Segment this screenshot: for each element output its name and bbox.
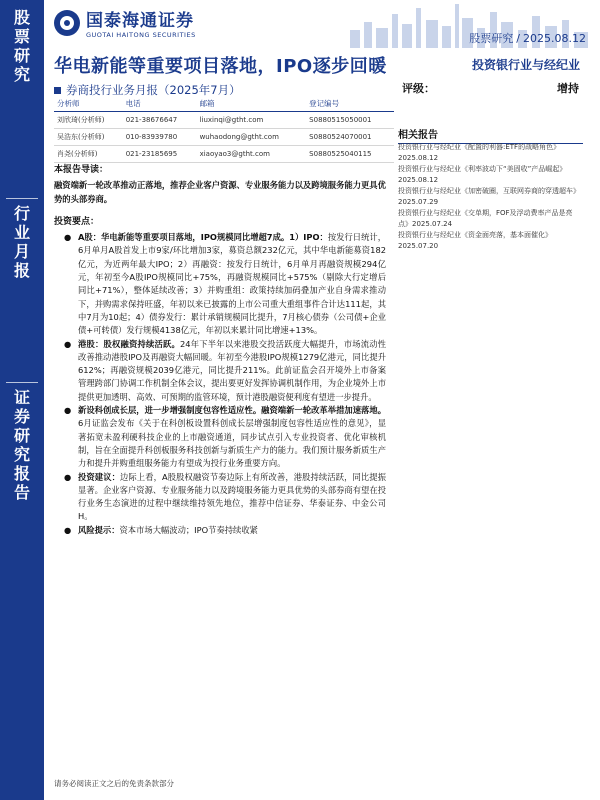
left-sidebar <box>0 0 44 800</box>
bullet-text: 边际上看，A股股权融资节奏边际上有所改善，港股持续活跃，同比提振显著。企业客户资源、专业服务能力以及跨境服务能力更具优势的头部券商有望在投行业务生态演进的过程中继续维持领先地位，推荐中信证券、华泰证券、中金公司H。 <box>78 471 386 522</box>
sidebar-label-securities-report: 证 券 研 究 报 告 <box>13 388 30 502</box>
subtitle-text: 券商投行业务月报（2025年7月） <box>66 83 241 97</box>
list-item <box>54 231 386 337</box>
disclaimer-footer: 请务必阅读正文之后的免责条款部分 <box>54 779 174 788</box>
related-report-item[interactable]: 投资银行业与经纪业《资金面亮落，基本面催化》2025.07.20 <box>398 231 552 250</box>
bullet-lead: 新设科创成长层，进一步增强制度包容性适应性。融资端新一轮改革举措加速落地。 <box>78 405 386 416</box>
industry-name: 投资银行业与经纪业 <box>471 58 580 72</box>
square-bullet-icon <box>54 87 61 94</box>
bullet-lead: 港股：股权融资持续活跃。 <box>78 338 180 349</box>
key-points-heading: 投资要点： <box>54 216 100 227</box>
bullet-lead: 风险提示： <box>78 524 120 535</box>
report-body <box>54 164 386 537</box>
analyst-phone: 021-38676647 <box>123 112 197 129</box>
list-item <box>54 338 386 404</box>
sidebar-divider <box>6 198 38 199</box>
analyst-header-name: 分析师 <box>54 96 123 112</box>
related-reports-title: 相关报告 <box>398 126 583 144</box>
report-type: 股票研究 <box>469 32 514 45</box>
page-title: 华电新能等重要项目落地，IPO逐步回暖 <box>54 56 387 77</box>
analyst-header-email: 邮箱 <box>197 96 307 112</box>
bullet-text: 24年下半年以来港股交投活跃度大幅提升，市场流动性改善推动港股IPO及再融资大幅回暖。年初至今港股IPO规模1279亿港元，同比提升612%；再融资规模2039亿港元，同比提升211%。此前证监会召开境外上市备案管理跨部门协调工作机制全体会议，提出要更好发挥协调机制作用，为企业境外上市提供更加透明、高效、可预期的监管环境，预计港股融资便利度有望进一步提升。 <box>78 338 386 402</box>
rating-box <box>398 80 583 98</box>
analyst-email[interactable]: liuxinqi@gtht.com <box>197 112 307 129</box>
company-logo <box>54 6 196 39</box>
bullet-text: 6月证监会发布《关于在科创板设置科创成长层增强制度包容性适应性的意见》，显著拓宽未盈利硬科技企业的上市融资通道，同步试点引入专业投资者、优化审核机制，旨在全面提升科创板服务科技创新与新质生产力的能力。我们预计服务新质生产力和提升并购重组服务能力有望成为投行业务重要方向。 <box>78 418 386 469</box>
analyst-phone: 021-23185695 <box>123 146 197 163</box>
rating-value: 增持 <box>557 82 579 95</box>
table-row <box>54 129 394 146</box>
analyst-name: 肖尧(分析师) <box>54 146 123 163</box>
guide-text: 融资端新一轮改革推动正落地，推荐企业客户资源、专业服务能力以及跨境服务能力更具优势的头部券商。 <box>54 180 386 204</box>
bullet-icon: ● <box>64 405 72 416</box>
analyst-table <box>54 96 394 163</box>
related-report-item[interactable]: 投资银行业与经纪业《利率波动下“美固收”产品崛起》2025.08.12 <box>398 165 567 184</box>
analyst-reg: S0880524070001 <box>306 129 394 146</box>
guide-heading: 本报告导读： <box>54 165 109 175</box>
list-item <box>54 404 386 470</box>
bullet-text: 资本市场大幅波动；IPO节奏持续收紧 <box>119 524 258 535</box>
sidebar-label-stock-research: 股 票 研 究 <box>13 8 30 84</box>
bullet-icon: ● <box>64 471 72 482</box>
report-meta: 股票研究 / 2025.08.12 <box>469 32 586 45</box>
logo-icon <box>54 10 80 36</box>
analyst-email[interactable]: xiaoyao3@gtht.com <box>197 146 307 163</box>
bullet-icon: ● <box>64 232 72 243</box>
bullet-icon: ● <box>64 524 72 535</box>
analyst-reg: S0880515050001 <box>306 112 394 129</box>
list-item <box>54 524 386 537</box>
rating-label: 评级： <box>402 82 435 95</box>
table-row <box>54 112 394 129</box>
related-report-item[interactable]: 投资银行业与经纪业《加密破圈，互联网券商的穿透超车》2025.07.29 <box>398 187 580 206</box>
analyst-name: 吴浩东(分析师) <box>54 129 123 146</box>
report-date: 2025.08.12 <box>523 32 586 45</box>
logo-name-cn: 国泰海通证券 <box>86 11 194 31</box>
bullet-lead: A股：华电新能等重要项目落地，IPO规模同比增超7成。1）IPO： <box>78 232 328 243</box>
list-item <box>54 471 386 524</box>
analyst-name: 刘欣琦(分析师) <box>54 112 123 129</box>
related-reports-list <box>398 142 583 252</box>
bullet-icon: ● <box>64 338 72 349</box>
analyst-email[interactable]: wuhaodong@gtht.com <box>197 129 307 146</box>
sidebar-divider <box>6 382 38 383</box>
related-report-item[interactable]: 投资银行业与经纪业《配置的利器:ETF的战略角色》2025.08.12 <box>398 143 561 162</box>
analyst-header-phone: 电话 <box>123 96 197 112</box>
table-row <box>54 146 394 163</box>
bullet-lead: 投资建议： <box>78 471 120 482</box>
analyst-header-reg: 登记编号 <box>306 96 394 112</box>
sidebar-label-monthly: 行 业 月 报 <box>13 204 30 280</box>
analyst-phone: 010-83939780 <box>123 129 197 146</box>
analyst-reg: S0880525040115 <box>306 146 394 163</box>
related-report-item[interactable]: 投资银行业与经纪业《交单期，FOF及浮动费率产品是亮点》2025.07.24 <box>398 209 573 228</box>
logo-name-en: GUOTAI HAITONG SECURITIES <box>86 31 196 39</box>
bullet-text: 按发行日统计，6月单月A股首发上市9家/环比增加3家，募资总额232亿元，其中华电新能募资182亿元，为近两年最大IPO；2）再融资：按发行日统计，6月单月再融资规模294亿元，年初至今A股IPO规模同比+75%，再融资规模同比+575%（剔除大行定增后同比+71%），整体延续改善；3）并购重组：政策持续加码叠加产业自身需求推动下，并购需求保持旺盛，年初以来已披露的上市公司重大重组事件合计达111起，其中7月为10起；4）债券发行：累计承销规模同比提升，7月核心债券（公司债+企业债+可转债）发行规模4138亿元，年初以来累计同比增速+13%。 <box>78 232 386 336</box>
